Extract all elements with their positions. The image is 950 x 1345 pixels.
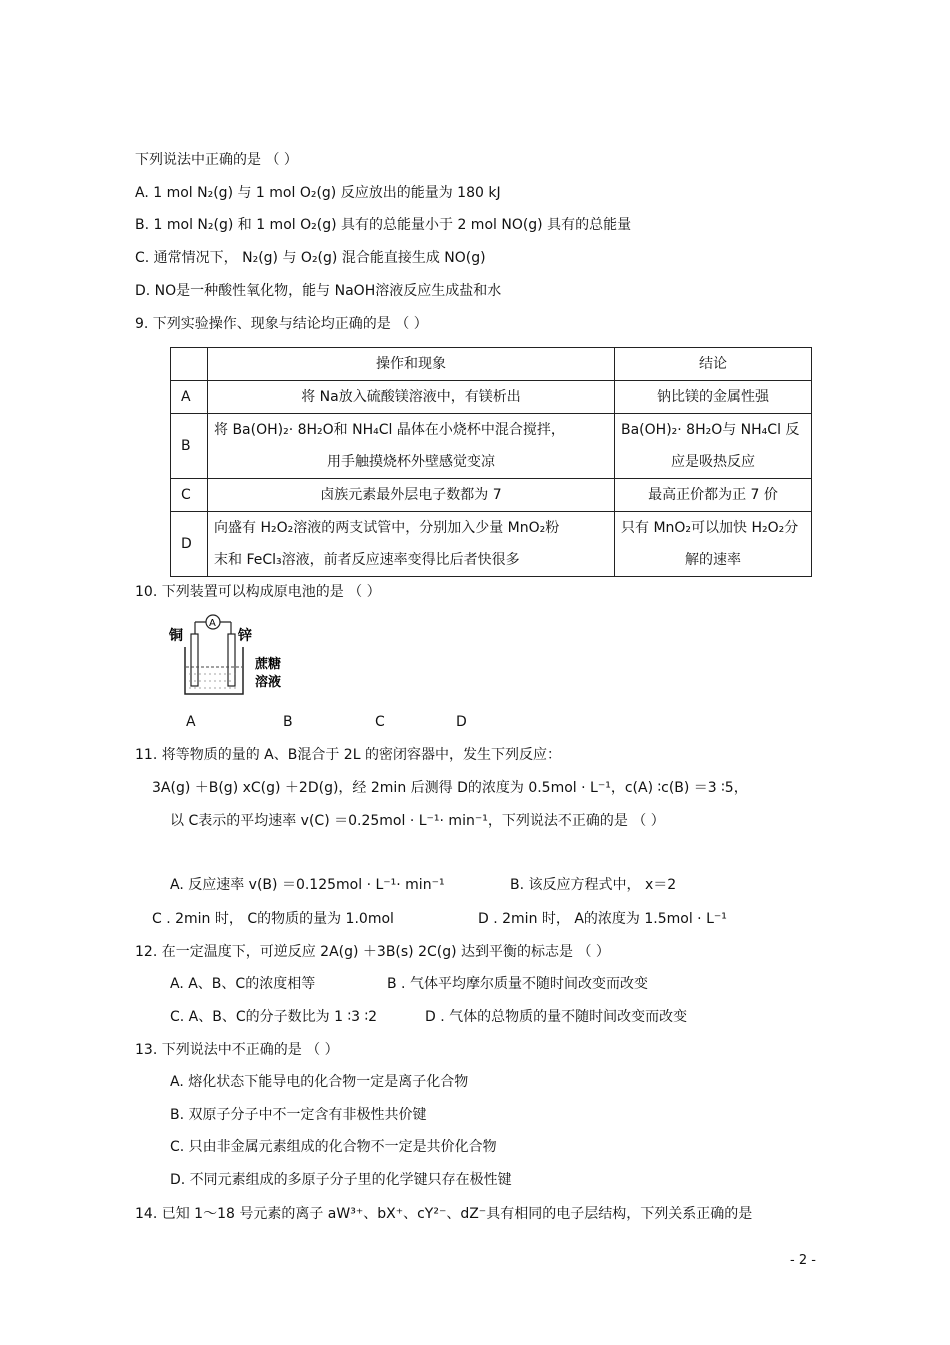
row-key: C <box>171 479 208 512</box>
q13-option-d: D. 不同元素组成的多原子分子里的化学键只存在极性键 <box>170 1172 512 1188</box>
row-conclusion-line1: Ba(OH)₂· 8H₂O与 NH₄Cl 反 <box>621 422 800 438</box>
table-header-row <box>171 348 812 381</box>
q10-option-c: C <box>375 714 385 730</box>
q14-stem: 14. 已知 1～18 号元素的离子 aW³⁺、bX⁺、cY²⁻、dZ⁻具有相同的电子层结构，下列关系正确的是 <box>135 1206 753 1222</box>
row-operation-line2: 用手触摸烧杯外壁感觉变凉 <box>327 454 495 470</box>
ammeter-label: A <box>209 618 216 629</box>
table-header-cell <box>171 348 208 381</box>
q12-option-b: B . 气体平均摩尔质量不随时间改变而改变 <box>387 976 648 992</box>
row-operation-line2: 末和 FeCl₃溶液，前者反应速率变得比后者快很多 <box>214 552 520 568</box>
q12-option-c: C. A、B、C的分子数比为 1 ∶3 ∶2 <box>170 1009 377 1025</box>
q10-stem: 10. 下列装置可以构成原电池的是 （ ） <box>135 584 381 600</box>
q11-line3: 以 C表示的平均速率 v(C) ＝0.25mol · L⁻¹· min⁻¹，下列说法不正确的是 （ ） <box>170 813 665 829</box>
q12-option-a: A. A、B、C的浓度相等 <box>170 976 316 992</box>
q11-option-b: B. 该反应方程式中， x＝2 <box>510 877 677 893</box>
q11-option-d: D . 2min 时， A的浓度为 1.5mol · L⁻¹ <box>478 911 727 927</box>
copper-label: 铜 <box>169 628 183 644</box>
table-header-cell: 操作和现象 <box>208 348 615 381</box>
q12-option-d: D . 气体的总物质的量不随时间改变而改变 <box>425 1009 688 1025</box>
q8-option-a: A. 1 mol N₂(g) 与 1 mol O₂(g) 反应放出的能量为 180 kJ <box>135 185 501 201</box>
q13-option-b: B. 双原子分子中不一定含有非极性共价键 <box>170 1107 427 1123</box>
q11-option-a: A. 反应速率 v(B) ＝0.125mol · L⁻¹· min⁻¹ <box>170 877 445 893</box>
q8-option-c: C. 通常情况下， N₂(g) 与 O₂(g) 混合能直接生成 NO(g) <box>135 250 486 266</box>
q13-option-c: C. 只由非金属元素组成的化合物不一定是共价化合物 <box>170 1139 497 1155</box>
galvanic-cell-figure <box>165 612 295 702</box>
row-operation <box>208 512 615 577</box>
solution-label-1: 蔗糖 <box>255 657 282 672</box>
row-conclusion <box>615 512 812 577</box>
zinc-label: 锌 <box>238 628 252 644</box>
table-row <box>171 512 812 577</box>
row-key: B <box>171 414 208 479</box>
row-conclusion <box>615 414 812 479</box>
q10-option-d: D <box>456 714 467 730</box>
row-key: D <box>171 512 208 577</box>
q11-stem: 11. 将等物质的量的 A、B混合于 2L 的密闭容器中，发生下列反应： <box>135 747 561 763</box>
row-operation <box>208 414 615 479</box>
q13-option-a: A. 熔化状态下能导电的化合物一定是离子化合物 <box>170 1074 469 1090</box>
solution-label-2: 溶液 <box>255 675 282 690</box>
q11-line2: 3A(g) ＋B(g) xC(g) ＋2D(g)，经 2min 后测得 D的浓度为 0.5mol · L⁻¹，c(A) ∶c(B) ＝3 ∶5， <box>152 780 748 796</box>
row-operation: 卤族元素最外层电子数都为 7 <box>208 479 615 512</box>
q8-stem: 下列说法中正确的是 （ ） <box>135 152 298 168</box>
q8-option-b: B. 1 mol N₂(g) 和 1 mol O₂(g) 具有的总能量小于 2 mol NO(g) 具有的总能量 <box>135 217 632 233</box>
q10-option-a: A <box>186 714 196 730</box>
row-key: A <box>171 381 208 414</box>
page-number: - 2 - <box>790 1253 816 1268</box>
q10-option-b: B <box>283 714 293 730</box>
table-row <box>171 479 812 512</box>
copper-electrode <box>191 634 198 686</box>
table-row <box>171 414 812 479</box>
row-conclusion: 钠比镁的金属性强 <box>615 381 812 414</box>
table-row <box>171 381 812 414</box>
row-conclusion-line1: 只有 MnO₂可以加快 H₂O₂分 <box>621 520 799 536</box>
row-operation-line1: 向盛有 H₂O₂溶液的两支试管中，分别加入少量 MnO₂粉 <box>214 520 560 536</box>
zinc-electrode <box>228 634 235 686</box>
q9-stem: 9. 下列实验操作、现象与结论均正确的是 （ ） <box>135 316 428 332</box>
q13-stem: 13. 下列说法中不正确的是 （ ） <box>135 1042 339 1058</box>
row-conclusion-line2: 应是吸热反应 <box>671 454 755 470</box>
table-header-cell: 结论 <box>615 348 812 381</box>
q11-option-c: C . 2min 时， C的物质的量为 1.0mol <box>152 911 394 927</box>
row-conclusion-line2: 解的速率 <box>685 552 741 568</box>
q8-option-d: D. NO是一种酸性氧化物，能与 NaOH溶液反应生成盐和水 <box>135 283 502 299</box>
row-operation-line1: 将 Ba(OH)₂· 8H₂O和 NH₄Cl 晶体在小烧杯中混合搅拌， <box>214 422 565 438</box>
row-operation: 将 Na放入硫酸镁溶液中，有镁析出 <box>208 381 615 414</box>
q9-table <box>170 347 812 577</box>
row-conclusion: 最高正价都为正 7 价 <box>615 479 812 512</box>
q12-stem: 12. 在一定温度下，可逆反应 2A(g) ＋3B(s) 2C(g) 达到平衡的标志是 （ ） <box>135 944 610 960</box>
